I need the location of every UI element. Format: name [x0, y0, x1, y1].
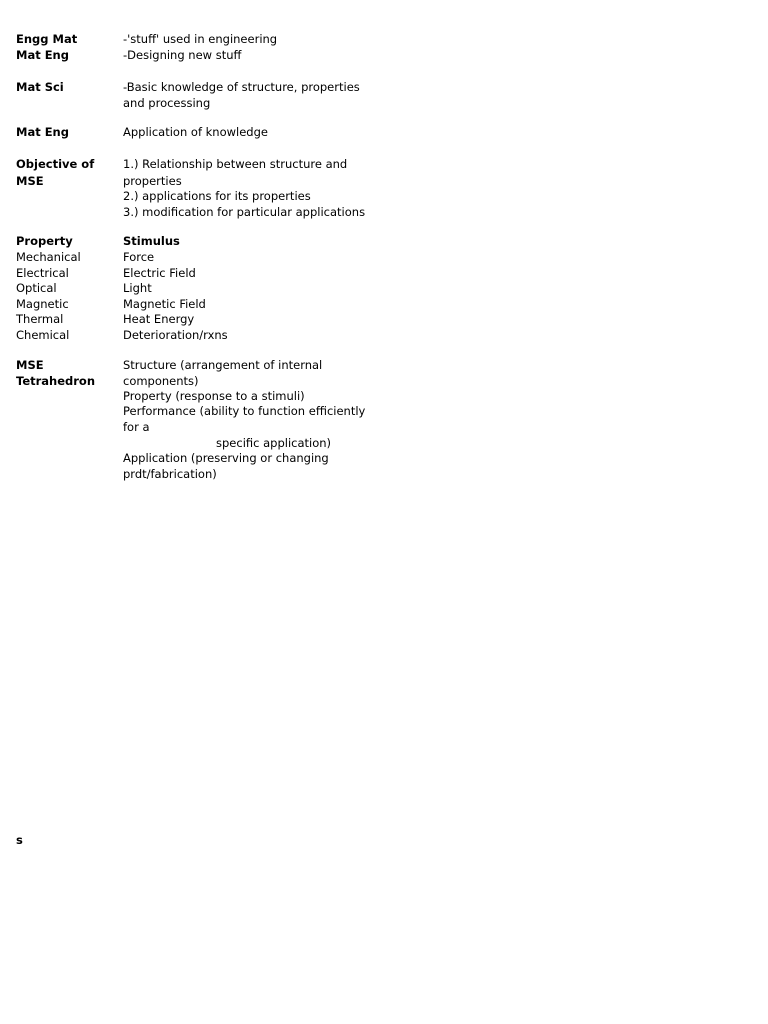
objective-item: 2.) applications for its properties	[123, 189, 311, 203]
engg-mat-text: -'stuff' used in engineering	[123, 32, 278, 46]
stimulus-header: Stimulus	[123, 234, 180, 248]
tetra-line: prdt/fabrication)	[123, 467, 217, 481]
property-cell: Mechanical	[16, 250, 81, 264]
mat-sci-text-line-2: and processing	[123, 96, 211, 110]
property-cell: Electrical	[16, 266, 69, 280]
engg-mat-label: Engg Mat	[16, 32, 78, 46]
property-cell: Thermal	[16, 312, 64, 326]
property-cell: Chemical	[16, 328, 70, 342]
property-header: Property	[16, 234, 73, 248]
mse-tetra-label-line-2: Tetrahedron	[16, 374, 96, 388]
stimulus-cell: Heat Energy	[123, 312, 195, 326]
stimulus-cell: Force	[123, 250, 155, 264]
mat-eng-label-2: Mat Eng	[16, 125, 69, 139]
mat-eng-label-1: Mat Eng	[16, 48, 69, 62]
mse-tetra-label-line-1: MSE	[16, 358, 44, 372]
objective-label-line-2: MSE	[16, 174, 44, 188]
tetra-line: Application (preserving or changing	[123, 451, 329, 465]
tetra-line: components)	[123, 374, 199, 388]
tetra-line: Structure (arrangement of internal	[123, 358, 323, 372]
objective-item: 1.) Relationship between structure and	[123, 157, 348, 171]
tetra-line: for a	[123, 420, 150, 434]
objective-item: properties	[123, 174, 182, 188]
mat-eng-text-2: Application of knowledge	[123, 125, 268, 139]
property-cell: Optical	[16, 281, 57, 295]
tetra-line: specific application)	[216, 436, 332, 450]
tetra-line: Performance (ability to function efficiently	[123, 404, 366, 418]
stimulus-cell: Deterioration/rxns	[123, 328, 228, 342]
mat-sci-label: Mat Sci	[16, 80, 64, 94]
mat-sci-text-line-1: -Basic knowledge of structure, properties	[123, 80, 360, 94]
stimulus-cell: Magnetic Field	[123, 297, 206, 311]
objective-item: 3.) modification for particular applications	[123, 205, 366, 219]
tetra-line: Property (response to a stimuli)	[123, 389, 305, 403]
stray-text: s	[16, 833, 23, 847]
mat-eng-text-1: -Designing new stuff	[123, 48, 242, 62]
stimulus-cell: Light	[123, 281, 152, 295]
stimulus-cell: Electric Field	[123, 266, 196, 280]
objective-label-line-1: Objective of	[16, 157, 95, 171]
property-cell: Magnetic	[16, 297, 69, 311]
